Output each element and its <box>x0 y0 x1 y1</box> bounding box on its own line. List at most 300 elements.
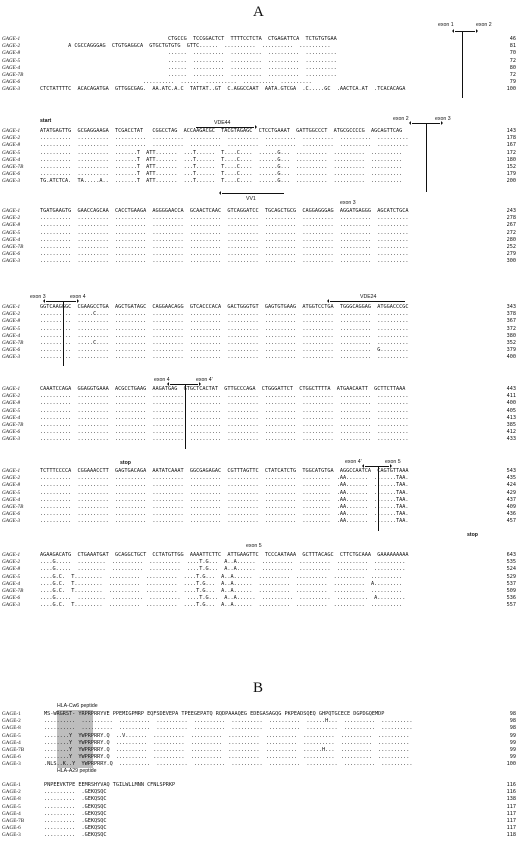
sequence-label: GAGE-1 <box>2 552 21 558</box>
sequence-text: A CGCCAGGGAG CTGTGAGGCA GTGCTGTGTG GTTC...... .......... .......... .......... <box>40 43 331 50</box>
sequence-text: ....G.C. T......... .......... .......... ....T.G... A..A...... .......... .......... .......... .......... <box>40 573 403 580</box>
sequence-label: GAGE-1 <box>2 386 21 392</box>
position-number: 352 <box>506 339 516 346</box>
sequence-label: GAGE-6 <box>2 171 21 178</box>
alignment-row <box>0 832 520 839</box>
sequence-label: GAGE-8 <box>2 725 21 732</box>
alignment-row <box>0 178 520 185</box>
sequence-label: GAGE-6 <box>2 754 21 761</box>
sequence-label: GAGE-2 <box>2 135 21 142</box>
position-number: 279 <box>506 251 516 258</box>
position-number: 80 <box>509 64 516 71</box>
note-exon4p: exon 4' <box>196 377 213 383</box>
alignment-row <box>0 574 520 581</box>
sequence-label: GAGE-7B <box>2 421 24 428</box>
exon1-boundary-line <box>462 32 463 98</box>
position-number: 433 <box>506 436 516 443</box>
sequence-text: .......... .GEKQSQC <box>44 817 107 824</box>
position-number: 372 <box>506 325 516 332</box>
position-number: 200 <box>506 178 516 185</box>
alignment-row <box>0 164 520 171</box>
sequence-label: GAGE-4 <box>2 810 21 817</box>
exon3-boundary-line <box>63 302 64 366</box>
position-number: 278 <box>506 215 516 222</box>
alignment-row <box>0 58 520 65</box>
sequence-text: ...... .......... .......... .......... .......... <box>40 50 337 57</box>
sequence-label: GAGE-6 <box>2 825 21 832</box>
sequence-text: .......... .......... .......... .......... .......... .......... .......... .......... .......... .......... <box>40 251 409 258</box>
sequence-label: GAGE-7B <box>2 71 24 78</box>
sequence-label: GAGE-5 <box>2 407 21 414</box>
sequence-label: GAGE-7B <box>2 243 24 250</box>
sequence-label: GAGE-5 <box>2 732 21 739</box>
alignment-row <box>0 789 520 796</box>
sequence-label: GAGE-7B <box>2 746 25 753</box>
exon3-4-arrow <box>46 301 76 302</box>
alignment-block <box>0 468 520 526</box>
position-number: 72 <box>509 57 516 64</box>
sequence-text: .......... .......... .......... .......... .......... .......... .......... .......... .......... .......... <box>40 325 409 332</box>
note-stop: stop <box>120 460 131 466</box>
sequence-text: .......... .GEKQSQC <box>44 803 107 810</box>
position-number: 98 <box>509 711 516 717</box>
sequence-label: GAGE-6 <box>2 347 21 354</box>
position-number: 98 <box>509 718 516 725</box>
sequence-text: ....G.C. T......... .......... .......... ....T.G... A..A...... .......... .......... .......... .......... <box>40 587 403 594</box>
alignment-row <box>0 128 520 135</box>
alignment-row <box>0 326 520 333</box>
position-number: 99 <box>509 732 516 739</box>
alignment-row <box>0 36 520 43</box>
position-number: 117 <box>506 810 516 817</box>
position-number: 280 <box>506 236 516 243</box>
sequence-text: .......... .......... .......... .......... .......... .......... .......... ......... .AA....... .......TAA. <box>40 496 409 503</box>
sequence-label: GAGE-4 <box>2 332 21 339</box>
exon4-boundary-line <box>185 385 186 449</box>
sequence-label: GAGE-6 <box>2 511 21 518</box>
sequence-label: GAGE-5 <box>2 149 21 156</box>
position-number: 429 <box>506 489 516 496</box>
alignment-row <box>0 354 520 361</box>
note-exon5: exon 5 <box>385 459 401 465</box>
alignment-row <box>0 150 520 157</box>
alignment-row <box>0 468 520 475</box>
position-number: 509 <box>506 587 516 594</box>
panel-a-letter: A <box>253 4 264 20</box>
sequence-text: .......... .GEKQSQC <box>44 832 107 839</box>
sequence-label: GAGE-7B <box>2 163 24 170</box>
alignment-row <box>0 386 520 393</box>
sequence-text: .......... .....C.... .......... .......... .......... .......... .......... .......... .......... .......... <box>40 311 409 318</box>
sequence-text: .......... .......... .......... .......... .......... .......... .......... .......... .......... .......... <box>40 407 409 414</box>
position-number: 435 <box>506 475 516 482</box>
alignment-row <box>0 518 520 525</box>
sequence-label: GAGE-2 <box>2 559 21 566</box>
sequence-label: GAGE-1 <box>2 304 21 310</box>
sequence-label: GAGE-3 <box>2 518 21 525</box>
position-number: 529 <box>506 573 516 580</box>
alignment-block <box>0 386 520 444</box>
sequence-label: GAGE-3 <box>2 354 21 361</box>
sequence-label: GAGE-8 <box>2 482 21 489</box>
alignment-row <box>0 482 520 489</box>
sequence-label: GAGE-6 <box>2 251 21 258</box>
sequence-label: GAGE-1 <box>2 782 21 788</box>
alignment-row <box>0 436 520 443</box>
position-number: 180 <box>506 156 516 163</box>
alignment-row <box>0 208 520 215</box>
alignment-row <box>0 79 520 86</box>
sequence-text: .......... .GEKQSQC <box>44 789 107 796</box>
sequence-label: GAGE-3 <box>2 86 21 93</box>
alignment-block <box>0 208 520 266</box>
alignment-row <box>0 311 520 318</box>
sequence-text: ........Y YWPRPRRY.Q .......... .......... .......... .......... .......... .......... .......... .......... <box>44 739 410 746</box>
sequence-text: ....G..... ......... .......... .......... ....T.G... A..A...... .......... .......... .......... .......... <box>40 566 406 573</box>
alignment-block <box>0 128 520 186</box>
alignment-row <box>0 65 520 72</box>
sequence-text: .......... .......... .......... .......... .......... .......... .......... .......... .......... .......... <box>40 429 409 436</box>
sequence-label: GAGE-2 <box>2 789 21 796</box>
sequence-label: GAGE-8 <box>2 142 21 149</box>
sequence-text: ........Y YWPRPRRY.Q .......... .......... .......... .......... .......... .......... .......... .......... <box>44 754 410 761</box>
position-number: 100 <box>506 761 516 768</box>
sequence-label: GAGE-1 <box>2 36 21 42</box>
position-number: 300 <box>506 258 516 265</box>
alignment-row <box>0 222 520 229</box>
sequence-text: .......... .......... .......... .......... .......... .......... .......... .......... .......... .......... <box>40 354 409 361</box>
position-number: 72 <box>509 71 516 78</box>
alignment-block <box>0 552 520 610</box>
sequence-text: .......... .......... .......... .......... .......... .......... .......... .......... .......... .......... <box>40 222 409 229</box>
note-exon4p2: exon 4' <box>345 459 362 465</box>
alignment-row <box>0 552 520 559</box>
sequence-text: CTGCCG TCCGGACTCT TTTTCCTCTA CTGAGATTCA TCTGTGTGAA <box>40 36 337 42</box>
sequence-text: .......... .......... .......... .......... .......... .......... .......... ......... .AA....... .......TAA. <box>40 503 409 510</box>
alignment-row <box>0 711 520 718</box>
sequence-text: TGATGAAGTG GAACCAGCAA CACCTGAAGA AGGGGAACCA GCAACTCAAC GTCAGGATCC TGCAGCTGCG CAGGAGGGAG AGGATGAGGG AGCATCTGCA <box>40 208 409 214</box>
alignment-row <box>0 559 520 566</box>
position-number: 411 <box>506 393 516 400</box>
sequence-text: .......... .......... .......... .......... .......... .......... .......... .......... .......... G......... <box>40 347 409 354</box>
position-number: 99 <box>509 739 516 746</box>
sequence-text: AGAAGACATG CTGAAATGAT GCAGGCTGCT CCTATGTTGG AAAATTCTTC ATTGAAGTTC TCCCAATAAA GCTTTACAGC CTTCTGCAAA GAAAAAAAAA <box>40 552 409 558</box>
position-number: 380 <box>506 332 516 339</box>
sequence-text: .......... .......... .......... .......... .......... .......... .......... .......... .......... .......... <box>40 243 409 250</box>
position-number: 172 <box>506 149 516 156</box>
alignment-row <box>0 475 520 482</box>
alignment-row <box>0 50 520 57</box>
sequence-label: GAGE-3 <box>2 602 21 609</box>
position-number: 98 <box>509 725 516 732</box>
position-number: 117 <box>506 803 516 810</box>
position-number: 118 <box>506 832 516 839</box>
sequence-label: GAGE-4 <box>2 580 21 587</box>
alignment-row <box>0 333 520 340</box>
sequence-text: .......... .......... .......... .......... .......... .......... .......... .......... .......... .......... <box>40 421 409 428</box>
sequence-label: GAGE-2 <box>2 43 21 50</box>
sequence-text: TG.ATCTCA. TA.....A.. .......T ATT....... ...T...... T....C.... ......G... .......... .......... .......... <box>40 178 403 185</box>
panel-b-letter: B <box>253 680 264 696</box>
sequence-text: ....G..... ......... .......... .......... ....T.G... A..A...... .......... .......... .......... A......... <box>40 595 406 602</box>
note-exon2: exon 2 <box>393 116 409 122</box>
note-stop2: stop <box>467 532 478 538</box>
sequence-label: GAGE-5 <box>2 57 21 64</box>
sequence-text: .......... .......... .......... .......... .......... .......... .......... .......... .......... .......... <box>40 393 409 400</box>
sequence-label: GAGE-8 <box>2 566 21 573</box>
position-number: 143 <box>506 128 516 134</box>
alignment-row <box>0 171 520 178</box>
position-number: 343 <box>506 304 516 310</box>
sequence-label: GAGE-3 <box>2 258 21 265</box>
alignment-row <box>0 825 520 832</box>
sequence-label: GAGE-4 <box>2 739 21 746</box>
sequence-text: .......... .......... .......... .......... .......... .......... .......... ......... .AA....... .......TAA. <box>40 489 409 496</box>
sequence-text: ....G..... ......... .......... .......... ....T.G... A..A...... .......... .......... .......... .......... <box>40 559 406 566</box>
sequence-text: ...... .......... .......... .......... .......... <box>40 57 337 64</box>
sequence-label: GAGE-5 <box>2 229 21 236</box>
sequence-text: .......... .......... .......T ATT....... ...T...... T....C.... ......G... .......... .......... .......... <box>40 156 403 163</box>
alignment-row <box>0 761 520 768</box>
sequence-text: .......... .......... .......... .......... .......... .......... .......... .......... .......... .......... <box>40 436 409 443</box>
sequence-text: ........Y YWPRPRRY.Q .......... .......... .......... .......... .......... ......H... .......... .......... <box>44 746 410 753</box>
sequence-label: GAGE-5 <box>2 489 21 496</box>
position-number: 99 <box>509 754 516 761</box>
sequence-label: GAGE-6 <box>2 429 21 436</box>
alignment-row <box>0 347 520 354</box>
position-number: 70 <box>509 50 516 57</box>
position-number: 116 <box>506 789 516 796</box>
sequence-label: GAGE-1 <box>2 208 21 214</box>
sequence-text: .......... .......... .......T ATT....... ...T...... T....C.... ......G... .......... .......... .......... <box>40 149 403 156</box>
position-number: 536 <box>506 595 516 602</box>
position-number: 116 <box>506 782 516 788</box>
sequence-label: GAGE-7B <box>2 503 24 510</box>
position-number: 443 <box>506 386 516 392</box>
position-number: 138 <box>506 796 516 803</box>
sequence-label: GAGE-5 <box>2 325 21 332</box>
position-number: 117 <box>506 817 516 824</box>
alignment-block <box>0 36 520 94</box>
sequence-label: GAGE-4 <box>2 156 21 163</box>
alignment-row <box>0 142 520 149</box>
note-exon1: exon 1 <box>438 22 454 28</box>
alignment-row <box>0 408 520 415</box>
alignment-row <box>0 804 520 811</box>
alignment-row <box>0 258 520 265</box>
alignment-row <box>0 490 520 497</box>
vde24-arrow <box>330 301 405 302</box>
alignment-row <box>0 157 520 164</box>
sequence-label: GAGE-6 <box>2 595 21 602</box>
alignment-row <box>0 215 520 222</box>
note-exon4: exon 4 <box>70 294 86 300</box>
sequence-text: ........Y YWPRPRRY.Q ..V....... .......... .......... .......... .......... .......... .......... .......... <box>44 732 410 739</box>
position-number: 385 <box>506 421 516 428</box>
alignment-row <box>0 754 520 761</box>
position-number: 535 <box>506 559 516 566</box>
alignment-row <box>0 400 520 407</box>
sequence-label: GAGE-8 <box>2 318 21 325</box>
position-number: 557 <box>506 602 516 609</box>
sequence-text: .......... .......... .......T ATT....... ...T...... T....C.... ......G... .......... .......... .......... <box>40 163 403 170</box>
sequence-text: .......... .....C.... .......... .......... .......... .......... .......... .......... .......... .......... <box>40 339 409 346</box>
sequence-label: GAGE-8 <box>2 400 21 407</box>
sequence-label: GAGE-3 <box>2 832 21 839</box>
sequence-label: GAGE-2 <box>2 215 21 222</box>
sequence-text: .......... .......... .......... .......... .......... .......... .......... .......... .......... .......... <box>40 215 409 222</box>
note-start: start <box>40 118 52 124</box>
alignment-block <box>0 782 520 840</box>
alignment-row <box>0 497 520 504</box>
sequence-text: ...... .......... .......... .......... .......... <box>40 71 337 78</box>
position-number: 457 <box>506 518 516 525</box>
alignment-row <box>0 588 520 595</box>
sequence-label: GAGE-7B <box>2 817 25 824</box>
vv1-arrow <box>222 193 284 194</box>
sequence-text: .......... .......... .......... .......... .......... .......... .......... ......... .AA....... .......TAA. <box>40 482 409 489</box>
alignment-row <box>0 782 520 789</box>
exon4-4p-arrow <box>170 384 198 385</box>
alignment-row <box>0 747 520 754</box>
sequence-label: GAGE-5 <box>2 573 21 580</box>
alignment-row <box>0 504 520 511</box>
sequence-label: GAGE-7B <box>2 339 24 346</box>
sequence-text: .......... .......... .......... .......... .......... .......... .......... .......... .......... .......... <box>40 236 409 243</box>
position-number: 152 <box>506 163 516 170</box>
position-number: 643 <box>506 552 516 558</box>
sequence-label: GAGE-1 <box>2 128 21 134</box>
position-number: 81 <box>509 43 516 50</box>
position-number: 179 <box>506 171 516 178</box>
position-number: 178 <box>506 135 516 142</box>
sequence-text: .......... .......... .......... .......... .......... .......... .......... .......... .......... .......... <box>40 142 409 149</box>
position-number: 46 <box>509 36 516 42</box>
sequence-text: .......... .......... .......... .......... .......... .......... .......... .......... .......... .......... <box>40 318 409 325</box>
alignment-row <box>0 595 520 602</box>
sequence-text: .......... .GEKQSQC <box>44 825 107 832</box>
alignment-row <box>0 340 520 347</box>
sequence-text: .......... .......... .......... .......... .......... .......... .......... .......... .......... .......... <box>40 229 409 236</box>
exon4p-5-arrow <box>365 466 389 467</box>
sequence-text: PNPEEVKTPE EEMRSHYVAQ TGILWLLMNN CFNLSPRKP <box>44 782 176 788</box>
sequence-label: GAGE-2 <box>2 475 21 482</box>
sequence-text: .......... .......... .......... .......... .......... .......... .......... ......... .AA....... .......TAA. <box>40 518 409 525</box>
alignment-row <box>0 237 520 244</box>
position-number: 79 <box>509 79 516 86</box>
exon4p-boundary-line <box>378 467 379 531</box>
alignment-row <box>0 725 520 732</box>
sequence-text: ATATGAGTTG GCGAGGAAGA TCGACCTAT CGGCCTAG ACCAAGACGC TACGTAGAGC CTCCTGAAAT GATTGGCCCT ATGCGCCCCG AGCAGTTCAG <box>40 128 403 134</box>
position-number: 272 <box>506 229 516 236</box>
position-number: 367 <box>506 318 516 325</box>
alignment-row <box>0 740 520 747</box>
sequence-text: TCTTTCCCCA CGGAAACCTT GAGTGACAGA AATATCAAAT GGCGAGAGAC CGTTTAGTTC CTATCATCTG TGGCATGTGA AGGCCAATCA CAGTGTTAAA <box>40 468 409 474</box>
sequence-label: GAGE-2 <box>2 311 21 318</box>
alignment-row <box>0 422 520 429</box>
alignment-row <box>0 429 520 436</box>
alignment-row <box>0 818 520 825</box>
sequence-text: CAAATCCAGA GGAGGTGAAA ACGCCTGAAG AAGATGAG GTGCTCACTAT GTTGCCCAGA CTGGGATTCT CTGGCTTTTA ATGAACAATT GCTTCTTAAA <box>40 386 406 392</box>
exon1-2-arrow <box>455 31 475 32</box>
note-exon3: exon 3 <box>435 116 451 122</box>
alignment-row <box>0 244 520 251</box>
exon2-boundary-line <box>426 124 427 192</box>
alignment-row <box>0 393 520 400</box>
position-number: 537 <box>506 580 516 587</box>
alignment-row <box>0 602 520 609</box>
sequence-text: .......... .......... .......... .......... .......... .......... .......... .......... .......... .......... <box>40 258 409 265</box>
sequence-text: MS-WRGRST- YRPRPRRYVE PPEMIGPMRP EQFSDEVEPA TPEEGEPATQ RQDPAAAQEG EDEGASAGQG PKPEADSQEQ GHPQTGCECE DGPDGQEMDP <box>44 711 385 717</box>
sequence-text: .......... .......... .......... .......... .......... .......... .......... .......... .......... .......... <box>44 725 413 732</box>
alignment-row <box>0 733 520 740</box>
sequence-label: GAGE-3 <box>2 178 21 185</box>
note-exon2-top: exon 2 <box>476 22 492 28</box>
alignment-row <box>0 251 520 258</box>
sequence-text: .......... .......... .......... .......... .......... .......... .......... ......... .AA....... .......TAA. <box>40 475 409 482</box>
position-number: 252 <box>506 243 516 250</box>
alignment-row <box>0 304 520 311</box>
position-number: 267 <box>506 222 516 229</box>
alignment-row <box>0 318 520 325</box>
sequence-text: .......... .......... .......... .......... .......... .......... .......... .......... .......... .......... <box>40 332 409 339</box>
sequence-label: GAGE-2 <box>2 718 21 725</box>
sequence-text: .......... .GEKQSQC <box>44 810 107 817</box>
alignment-row <box>0 43 520 50</box>
alignment-row <box>0 511 520 518</box>
sequence-text: ....G.C. T......... .......... .......... ....T.G... A..A...... .......... .......... .......... A......... <box>40 580 403 587</box>
sequence-text: .......... .......... .......... .......... .......... .......... .......... ......... .AA....... .......TAA. <box>40 511 409 518</box>
note-exon4b: exon 4 <box>154 377 170 383</box>
sequence-text: .NLS..K..Y YWPRPRRY.Q .......... .......... .......... .......... .......... .......... .......... .......... <box>44 761 413 768</box>
position-number: 524 <box>506 566 516 573</box>
note-exon3c: exon 3 <box>30 294 46 300</box>
position-number: 243 <box>506 208 516 214</box>
sequence-text: .......... ...... .......... .......... .......... <box>40 79 312 86</box>
position-number: 400 <box>506 400 516 407</box>
sequence-label: GAGE-8 <box>2 222 21 229</box>
sequence-text: CTCTATTTTC ACACAGATGA GTTGGCGAG. AA.ATC.A.C TATTAT..GT C.AGGCCAAT AATA.GTCGA .C.....GC .AACTCA.AT .TCACACAGA <box>40 86 406 93</box>
alignment-row <box>0 796 520 803</box>
sequence-label: GAGE-6 <box>2 79 21 86</box>
alignment-row <box>0 581 520 588</box>
hla-cw6-label: HLA-Cw6 peptide <box>57 703 98 709</box>
hla-a29-label: HLA-A29 peptide <box>57 768 97 774</box>
position-number: 167 <box>506 142 516 149</box>
sequence-text: .......... .......... .......... .......... .......... .......... .......... .......... .......... .......... <box>40 414 409 421</box>
alignment-row <box>0 415 520 422</box>
position-number: 400 <box>506 354 516 361</box>
sequence-label: GAGE-4 <box>2 64 21 71</box>
sequence-text: ....G.C. T......... .......... .......... ....T.G... A..A...... .......... .......... .......... .......... <box>40 602 403 609</box>
sequence-label: GAGE-3 <box>2 761 21 768</box>
position-number: 379 <box>506 347 516 354</box>
sequence-text: ...... .......... .......... .......... .......... <box>40 64 337 71</box>
sequence-label: GAGE-8 <box>2 796 21 803</box>
sequence-label: GAGE-1 <box>2 468 21 474</box>
vde44-arrow <box>196 127 254 128</box>
alignment-block <box>0 304 520 362</box>
position-number: 543 <box>506 468 516 474</box>
note-exon5b: exon 5 <box>246 543 262 549</box>
sequence-text: .......... .......... .......... .......... .......... .......... .......... ......H... .......... .......... <box>44 718 413 725</box>
alignment-row <box>0 811 520 818</box>
sequence-text: GGTCAAGGGC CGAAGCCTGA AGCTGATAGC CAGGAACAGG GTCACCCACA GACTGGGTGT GAGTGTGAAG ATGGTCCTGA TGGGCAGGAG ATGGACCCGC <box>40 304 409 310</box>
alignment-row <box>0 566 520 573</box>
position-number: 412 <box>506 429 516 436</box>
position-number: 436 <box>506 511 516 518</box>
position-number: 424 <box>506 482 516 489</box>
